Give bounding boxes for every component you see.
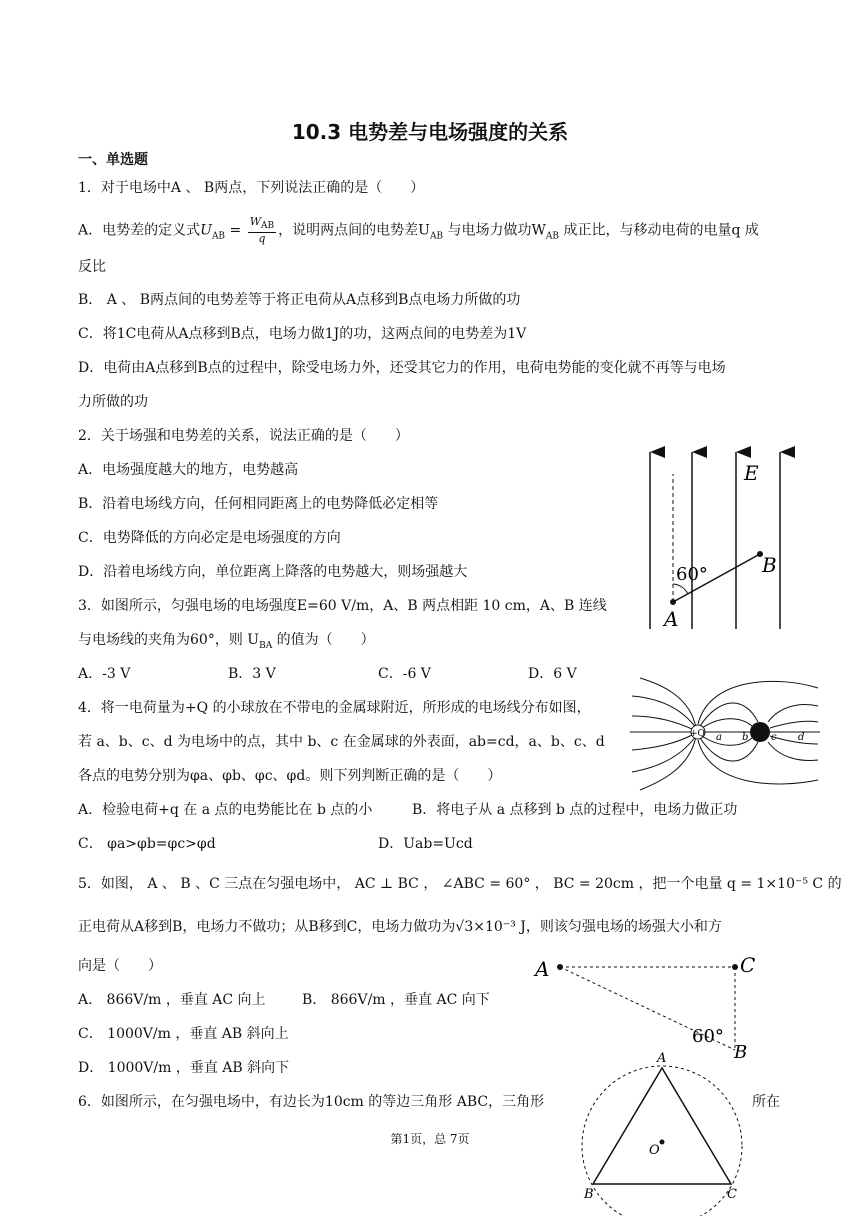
q4-stem-cont: 若 a、b、c、d 为电场中的点，其中 b、c 在金属球的外表面，ab=cd，a、b、c、d xyxy=(78,734,605,750)
q5-stem: 5．如图， A 、 B 、C 三点在匀强电场中， AC ⊥ BC ， ∠ABC = 60° ， BC = 20cm ，把一个电量 q = 1×10⁻⁵ C 的 xyxy=(78,876,842,892)
label-d: d xyxy=(798,732,805,743)
q2-option-a: A．电场强度越大的地方，电势越高 xyxy=(78,462,299,478)
q1-option-b: B． A 、 B两点间的电势差等于将正电荷从A点移到B点电场力所做的功 xyxy=(78,292,521,308)
label-angle: 60° xyxy=(692,1026,724,1047)
q3-option-d: D．6 V xyxy=(528,666,577,682)
q4-option-c: C． φa>φb=φc>φd xyxy=(78,836,216,852)
triangle-abc xyxy=(593,1068,731,1184)
q4-stem: 4．将一电荷量为+Q 的小球放在不带电的金属球附近，所形成的电场线分布如图， xyxy=(78,700,591,716)
q4-option-d: D．Uab=Ucd xyxy=(378,836,473,852)
label-a: A xyxy=(657,1051,667,1066)
page-footer: 第1页，总 7页 xyxy=(390,1132,470,1146)
point-a xyxy=(670,599,676,605)
q4-option-a: A．检验电荷+q 在 a 点的电势能比在 b 点的小 xyxy=(78,802,373,818)
angle-arc xyxy=(673,584,688,594)
q5-option-c: C． 1000V/m ，垂直 AB 斜向上 xyxy=(78,1026,289,1042)
label-a: A xyxy=(664,607,679,631)
q5-triangle-figure xyxy=(530,950,770,1060)
label-a: A xyxy=(535,957,550,981)
q5-option-d: D． 1000V/m ，垂直 AB 斜向下 xyxy=(78,1060,290,1076)
q1-option-a: A．电势差的定义式$U_{AB}$ = $\frac{W_{AB}}{q}$ ，说明两点间的电势差$U_{AB}$ 与电场力做功$W_{AB}$ 成正比，与移动电荷的电量q 成 xyxy=(78,215,759,246)
q5-stem-cont: 正电荷从A移到B，电场力不做功；从B移到C，电场力做功为√3×10⁻³ J，则该匀强电场的场强大小和方 xyxy=(78,919,722,935)
label-c: C xyxy=(727,1187,737,1202)
label-c: c xyxy=(771,732,777,743)
point-c xyxy=(732,964,738,970)
label-b: B xyxy=(734,1042,748,1060)
q5-option-b: B． 866V/m ，垂直 AC 向下 xyxy=(302,992,490,1008)
q6-stem-cont: 所在 xyxy=(752,1094,780,1110)
q5-stem-cont2: 向是（ ） xyxy=(78,958,162,974)
q3-option-b: B．3 V xyxy=(228,666,276,682)
label-e: E xyxy=(744,461,759,485)
label-b: b xyxy=(742,732,749,743)
q1-option-d: D．电荷由A点移到B点的过程中，除受电场力外，还受其它力的作用，电荷电势能的变化就不再等与电场 xyxy=(78,360,726,376)
q1-option-c: C．将1C电荷从A点移到B点，电场力做1J的功，这两点间的电势差为1V xyxy=(78,326,527,342)
q4-option-b: B．将电子从 a 点移到 b 点的过程中，电场力做正功 xyxy=(412,802,738,818)
q1-stem: 1．对于电场中A 、 B两点，下列说法正确的是（ ） xyxy=(78,180,425,196)
q5-option-a: A． 866V/m ，垂直 AC 向上 xyxy=(78,992,266,1008)
q4-stem-cont2: 各点的电势分别为φa、φb、φc、φd。则下列判断正确的是（ ） xyxy=(78,768,502,784)
q3-stem: 3．如图所示，匀强电场的电场强度E=60 V/m，A、B 两点相距 10 cm，A、B 连线 xyxy=(78,598,607,614)
q2-option-d: D．沿着电场线方向，单位距离上降落的电势越大，则场强越大 xyxy=(78,564,468,580)
q2-stem: 2．关于场强和电势差的关系，说法正确的是（ ） xyxy=(78,428,409,444)
label-angle: 60° xyxy=(676,564,708,585)
q3-option-a: A．-3 V xyxy=(78,666,131,682)
label-b: B xyxy=(762,553,777,577)
label-a: a xyxy=(716,732,722,743)
metal-sphere xyxy=(750,722,770,742)
q2-option-c: C．电势降低的方向必定是电场强度的方向 xyxy=(78,530,341,546)
label-b: B xyxy=(584,1187,594,1202)
q1-option-a-cont: 反比 xyxy=(78,259,106,275)
point-a xyxy=(557,964,563,970)
label-c: C xyxy=(740,953,756,977)
q1-option-d-cont: 力所做的功 xyxy=(78,394,148,410)
q4-field-lines-figure xyxy=(630,676,820,794)
q2-option-b: B．沿着电场线方向，任何相同距离上的电势降低必定相等 xyxy=(78,496,439,512)
fraction: $\frac{W_{AB}}{q}$ xyxy=(249,215,275,246)
label-o: O xyxy=(649,1143,660,1158)
q3-stem-cont: 与电场线的夹角为60°，则 $U_{BA}$ 的值为（ ） xyxy=(78,632,375,651)
page-title: 10.3 电势差与电场强度的关系 xyxy=(291,120,569,144)
q6-stem: 6．如图所示，在匀强电场中，有边长为10cm 的等边三角形 ABC，三角形 xyxy=(78,1094,545,1110)
section-heading: 一、单选题 xyxy=(78,152,148,168)
label-q: +Q xyxy=(690,729,705,739)
q3-field-figure xyxy=(630,444,800,634)
q3-option-c: C．-6 V xyxy=(378,666,431,682)
